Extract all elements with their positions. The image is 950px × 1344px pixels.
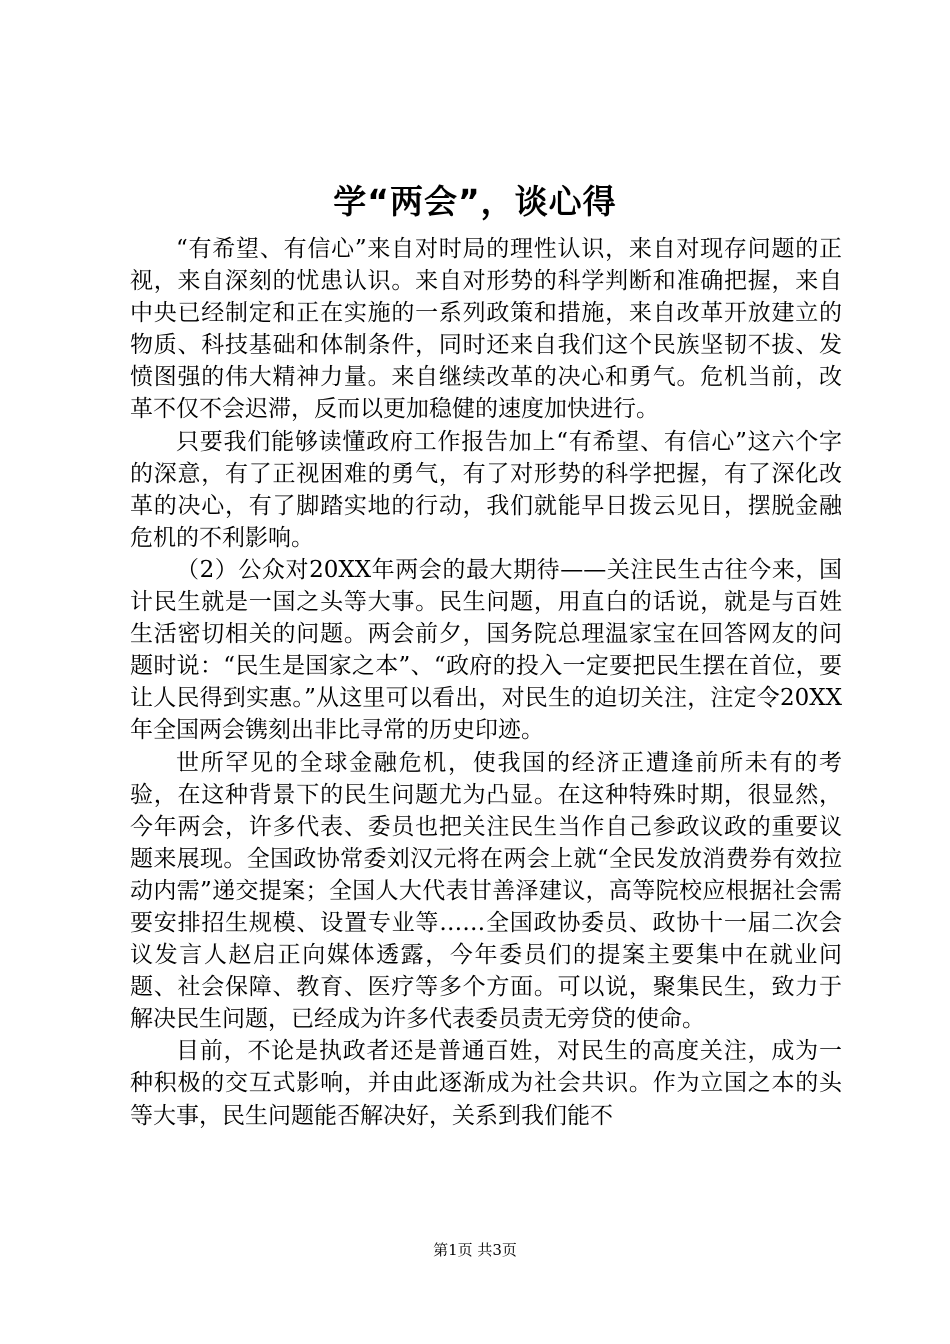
document-body [130,233,842,1132]
paragraph: “有希望、有信心”来自对时局的理性认识，来自对现存问题的正视，来自深刻的忧患认识。来自对形势的科学判断和准确把握，来自中央已经制定和正在实施的一系列政策和措施，来自改革开放建立的物质、科技基础和体制条件，同时还来自我们这个民族坚韧不拔、发愤图强的伟大精神力量。来自继续改革的决心和勇气。危机当前，改革不仅不会迟滞，反而以更加稳健的速度加快进行。 [130,236,842,423]
document-title: 学“两会”，谈心得 [333,182,617,221]
page-number-footer: 第1页 共3页 [433,1241,517,1259]
paragraph: 目前，不论是执政者还是普通百姓，对民生的高度关注，成为一种积极的交互式影响，并由此逐渐成为社会共识。作为立国之本的头等大事，民生问题能否解决好，关系到我们能不 [130,1038,842,1129]
paragraph: （2）公众对20XX年两会的最大期待——关注民生古往今来，国计民生就是一国之头等大事。民生问题，用直白的话说，就是与百姓生活密切相关的问题。两会前夕，国务院总理温家宝在回答网友的问题时说：“民生是国家之本”、“政府的投入一定要把民生摆在首位，要让人民得到实惠。”从这里可以看出，对民生的迫切关注，注定令20XX年全国两会镌刻出非比寻常的历史印迹。 [130,556,842,744]
paragraph: 只要我们能够读懂政府工作报告加上“有希望、有信心”这六个字的深意，有了正视困难的勇气，有了对形势的科学把握，有了深化改革的决心，有了脚踏实地的行动，我们就能早日拨云见日，摆脱金融危机的不利影响。 [130,428,842,551]
paragraph: 世所罕见的全球金融危机，使我国的经济正遭逢前所未有的考验，在这种背景下的民生问题尤为凸显。在这种特殊时期，很显然，今年两会，许多代表、委员也把关注民生当作自己参政议政的重要议题来展现。全国政协常委刘汉元将在两会上就“全民发放消费券有效拉动内需”递交提案；全国人大代表甘善泽建议，高等院校应根据社会需要安排招生规模、设置专业等……全国政协委员、政协十一届二次会议发言人赵启正向媒体透露，今年委员们的提案主要集中在就业问题、社会保障、教育、医疗等多个方面。可以说，聚集民生，致力于解决民生问题，已经成为许多代表委员责无旁贷的使命。 [130,749,842,1033]
